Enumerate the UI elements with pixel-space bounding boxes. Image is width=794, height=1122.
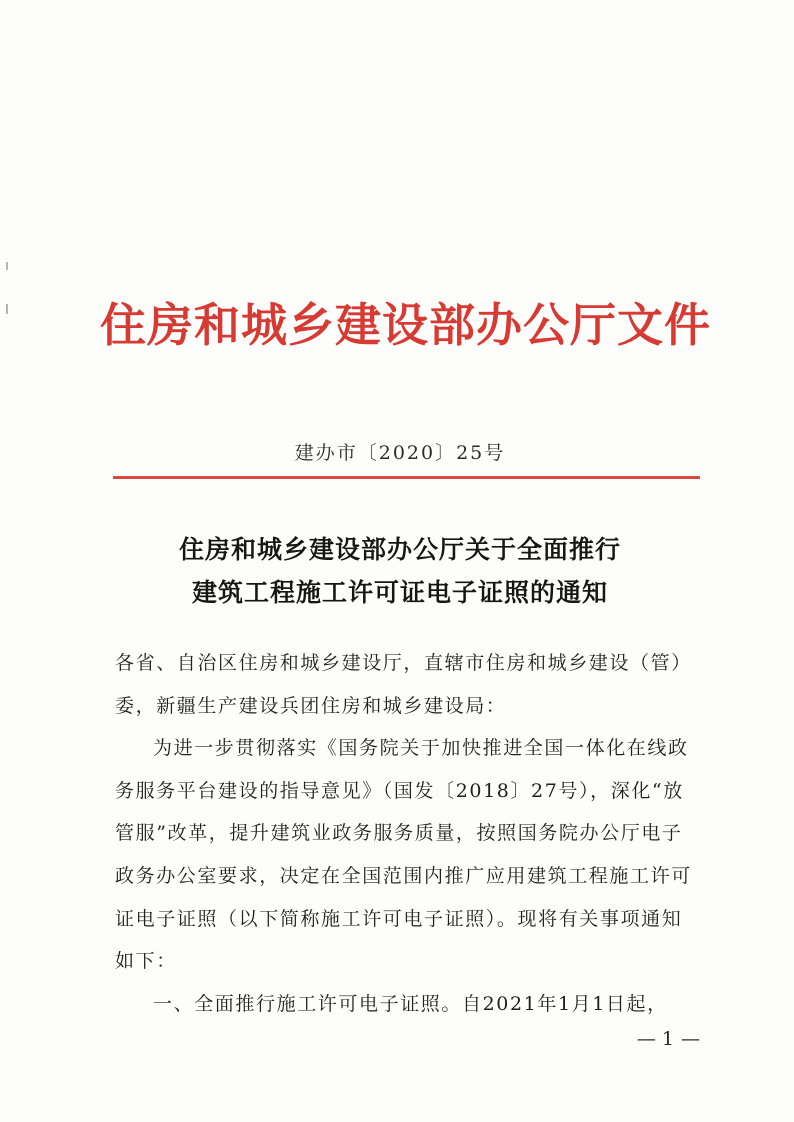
issuing-authority-header: 住房和城乡建设部办公厅文件 [100, 298, 711, 352]
red-separator-line [113, 476, 700, 479]
document-body [115, 642, 700, 1025]
body-paragraph-1: 为进一步贯彻落实《国务院关于加快推进全国一体化在线政务服务平台建设的指导意见》（国发〔2018〕27号），深化“放管服”改革，提升建筑业政务服务质量，按照国务院办公厅电子政务办公室要求，决定在全国范围内推广应用建筑工程施工许可证电子证照（以下简称施工许可电子证照）。现将有关事项通知如下： [115, 737, 692, 973]
scan-edge-mark [6, 262, 8, 270]
document-title-line-2: 建筑工程施工许可证电子证照的通知 [191, 578, 608, 607]
body-paragraph-2: 一、全面推行施工许可电子证照。自2021年1月1日起， [153, 992, 668, 1015]
document-number: 建办市〔2020〕25号 [294, 442, 506, 464]
document-title-line-1: 住房和城乡建设部办公厅关于全面推行 [178, 535, 621, 564]
document-title [100, 528, 700, 614]
scan-edge-mark [6, 304, 8, 314]
page-number-value: 1 [661, 1028, 675, 1050]
page-number: — 1 — [636, 1028, 700, 1050]
addressee-paragraph: 各省、自治区住房和城乡建设厅，直辖市住房和城乡建设（管）委，新疆生产建设兵团住房和城乡建设局： [115, 652, 692, 717]
